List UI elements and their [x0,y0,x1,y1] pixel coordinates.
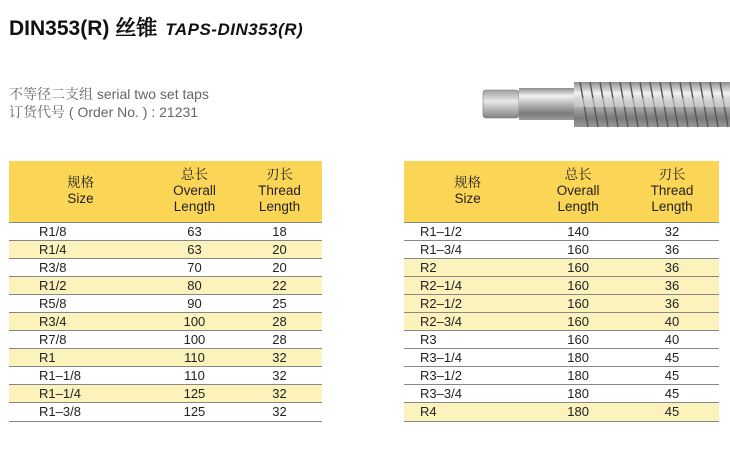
cell-overall-length: 70 [152,258,237,276]
cell-thread-length: 20 [237,258,322,276]
cell-overall-length: 180 [531,385,625,403]
cell-overall-length: 80 [152,276,237,294]
cell-size: R7/8 [9,331,152,349]
cell-overall-length: 160 [531,331,625,349]
cell-size: R1 [9,349,152,367]
cell-overall-length: 180 [531,349,625,367]
cell-overall-length: 125 [152,403,237,421]
cell-overall-length: 110 [152,367,237,385]
table-row [404,312,719,330]
header-thread-length: 刃长 Thread Length [237,161,322,222]
cell-size: R3/4 [9,312,152,330]
cell-size: R3/8 [9,258,152,276]
cell-size: R3–1/4 [404,349,531,367]
table-row [404,331,719,349]
cell-overall-length: 110 [152,349,237,367]
tap-tool-image [480,68,730,146]
table-row [9,258,322,276]
cell-overall-length: 100 [152,312,237,330]
cell-size: R4 [404,403,531,421]
table-row [404,240,719,258]
table-row [9,276,322,294]
cell-thread-length: 32 [237,349,322,367]
cell-overall-length: 160 [531,240,625,258]
table-row [404,349,719,367]
cell-overall-length: 90 [152,294,237,312]
cell-thread-length: 45 [625,385,719,403]
cell-size: R3–1/2 [404,367,531,385]
header-overall-length: 总长 Overall Length [531,161,625,222]
cell-size: R2–3/4 [404,312,531,330]
header-thread-length: 刃长 Thread Length [625,161,719,222]
cell-size: R1–1/2 [404,222,531,240]
cell-thread-length: 45 [625,367,719,385]
table-row [404,294,719,312]
cell-size: R2–1/2 [404,294,531,312]
cell-overall-length: 180 [531,403,625,421]
cell-overall-length: 140 [531,222,625,240]
cell-overall-length: 160 [531,312,625,330]
cell-overall-length: 100 [152,331,237,349]
table-row [404,258,719,276]
header-overall-length: 总长 Overall Length [152,161,237,222]
cell-size: R1–3/4 [404,240,531,258]
cell-size: R3–3/4 [404,385,531,403]
header-size: 规格 Size [9,161,152,222]
cell-size: R1–3/8 [9,403,152,421]
cell-overall-length: 160 [531,294,625,312]
cell-size: R1/8 [9,222,152,240]
cell-size: R1/4 [9,240,152,258]
header-size: 规格 Size [404,161,531,222]
cell-thread-length: 36 [625,240,719,258]
order-number: 订货代号 ( Order No. ) : 21231 [9,104,199,120]
cell-thread-length: 20 [237,240,322,258]
cell-overall-length: 125 [152,385,237,403]
cell-overall-length: 63 [152,222,237,240]
table-row [404,385,719,403]
cell-size: R2–1/4 [404,276,531,294]
table-row [9,367,322,385]
table-row [9,349,322,367]
table-row [404,276,719,294]
cell-thread-length: 18 [237,222,322,240]
cell-overall-length: 63 [152,240,237,258]
cell-thread-length: 28 [237,312,322,330]
table-row [9,294,322,312]
cell-size: R5/8 [9,294,152,312]
size-table-right [404,161,719,422]
cell-size: R3 [404,331,531,349]
table-header-row [404,161,719,222]
cell-thread-length: 40 [625,312,719,330]
title-main: DIN353(R) 丝锥 [9,17,158,40]
table-row [9,331,322,349]
page-title [9,12,303,42]
cell-thread-length: 32 [237,403,322,421]
cell-size: R2 [404,258,531,276]
cell-thread-length: 36 [625,276,719,294]
table-row [404,367,719,385]
cell-thread-length: 36 [625,258,719,276]
cell-size: R1–1/4 [9,385,152,403]
cell-thread-length: 45 [625,403,719,421]
cell-size: R1/2 [9,276,152,294]
table-row [404,403,719,421]
table-row [9,385,322,403]
cell-thread-length: 45 [625,349,719,367]
table-row [9,312,322,330]
table-row [404,222,719,240]
cell-thread-length: 25 [237,294,322,312]
description-line-1: 不等径二支组 serial two set taps [9,86,209,102]
table-row [9,240,322,258]
table-row [9,222,322,240]
cell-overall-length: 160 [531,258,625,276]
cell-thread-length: 22 [237,276,322,294]
cell-thread-length: 32 [237,367,322,385]
table-row [9,403,322,421]
cell-thread-length: 36 [625,294,719,312]
cell-thread-length: 28 [237,331,322,349]
cell-thread-length: 32 [625,222,719,240]
cell-thread-length: 32 [237,385,322,403]
cell-size: R1–1/8 [9,367,152,385]
cell-overall-length: 160 [531,276,625,294]
cell-overall-length: 180 [531,367,625,385]
table-header-row [9,161,322,222]
size-table-left [9,161,322,422]
cell-thread-length: 40 [625,331,719,349]
title-sub: TAPS-DIN353(R) [165,20,304,39]
